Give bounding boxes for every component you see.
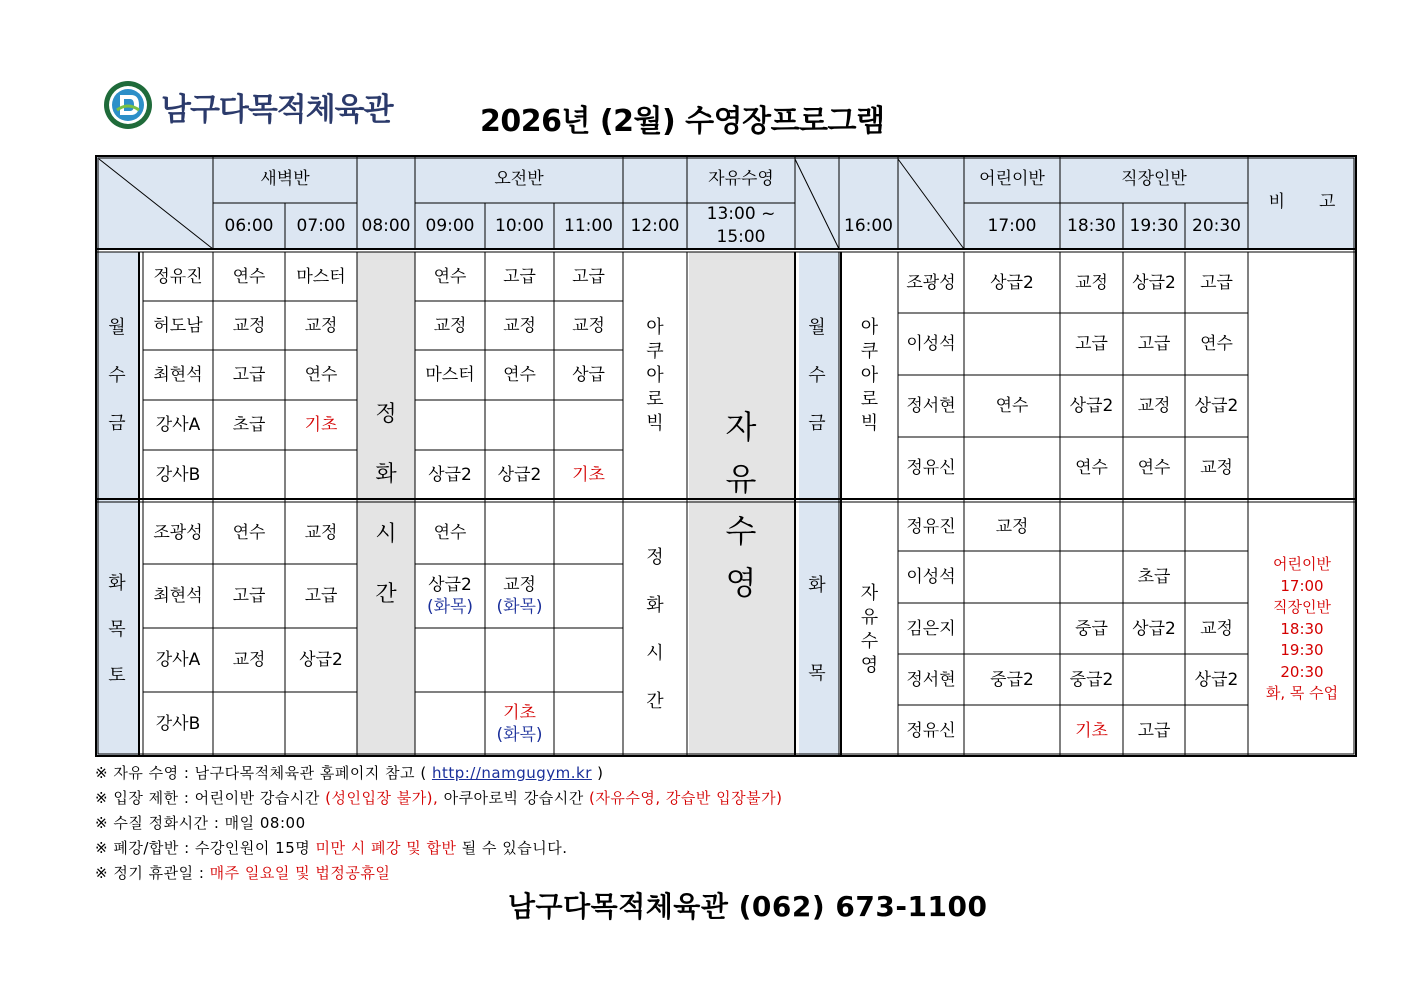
time-1830: 18:30 [1067,216,1116,236]
time-0800: 08:00 [361,216,411,236]
remark-line: 17:00 [1280,576,1324,595]
char: 영 [725,563,757,602]
page-title: 2026년 (2월) 수영장프로그램 [480,104,885,139]
homepage-link[interactable]: http://namgugym.kr [431,764,592,782]
time-1600: 16:00 [844,216,893,236]
class-cell: 상급2 [428,464,472,485]
char: 쿠 [646,340,664,362]
time-1000: 10:00 [495,216,544,236]
class-cell: 고급 [1200,272,1233,293]
char: 빅 [860,412,879,434]
free-swim-label-right [841,502,898,757]
day-mon: 월 [808,316,826,338]
time-1300: 13:00 ~ [706,204,776,224]
instructor-name: 정유진 [906,516,956,537]
note-free-swim [95,762,604,783]
instructor-name: 강사B [155,464,201,485]
class-cell: 상급2 [299,650,343,670]
class-cell: 연수 [433,523,467,543]
day-tue: 화 [808,574,826,596]
time-1700: 17:00 [987,216,1037,236]
class-cell: 교정 [232,650,266,670]
class-cell: 마스터 [425,365,475,385]
char: 로 [860,388,879,410]
class-cell: 교정 [433,315,467,336]
class-cell: 상급2 [1194,669,1239,690]
instructor-name: 이성석 [906,334,956,354]
day-mon: 월 [108,316,126,338]
note-text: ※ 정기 휴관일 : [95,864,210,882]
instructor-name: 정서현 [906,669,956,690]
time-1200: 12:00 [630,216,680,236]
class-cell: 상급2 [1069,396,1114,416]
class-cell: 상급 [572,365,605,385]
note-text: ※ 자유 수영 : 남구다목적체육관 홈페이지 참고 ( [95,764,432,782]
header-saebyeok: 새벽반 [260,169,310,189]
note-highlight: 매주 일요일 및 법정공휴일 [209,864,391,882]
class-days: (화목) [426,597,474,617]
class-cell: 초급 [1137,567,1171,587]
day-fri: 금 [108,412,126,434]
class-cell: 상급2 [1132,272,1176,293]
note-text: 될 수 있습니다. [456,839,568,857]
char: 자 [860,582,879,604]
char: 아 [860,364,879,386]
cleaning-label-noon [623,502,687,757]
class-cell: 고급 [304,586,338,606]
class-cell: 중급 [1075,618,1108,639]
char: 유 [860,606,879,628]
class-cell: 연수 [1075,458,1108,478]
note-text: ※ 폐강/합반 : 수강인원이 15명 [95,839,316,857]
note-text: ※ 입장 제한 : 어린이반 강습시간 [95,789,326,807]
char: 화 [375,461,397,487]
char: 아 [646,316,664,338]
day-thu: 목 [808,662,826,684]
class-level: 교정 [503,575,536,595]
class-days: (화목) [496,597,543,617]
char: 아 [860,316,879,338]
cleaning-time-label [357,252,415,757]
note-holiday [95,862,390,883]
class-cell: 중급2 [990,669,1034,690]
char: 유 [725,459,757,498]
note-entry-limit [95,787,782,808]
char: 정 [375,401,397,427]
class-cell: 연수 [232,523,266,543]
class-cell: 고급 [503,266,536,287]
instructor-name: 정서현 [906,396,956,416]
day-tue: 화 [108,572,126,594]
class-days: (화목) [496,725,543,745]
day-wed: 수 [108,364,126,386]
instructor-name: 최현석 [153,365,203,385]
instructor-name: 강사A [155,415,201,435]
instructor-name: 최현석 [153,586,203,606]
instructor-name: 정유진 [153,266,203,287]
class-cell: 연수 [503,365,536,385]
note-text: ) [591,764,604,782]
char: 자 [725,407,757,446]
char: 빅 [646,412,664,434]
remark-line: 어린이반 [1273,555,1331,574]
logo-text: 남구다목적체육관 [161,92,393,128]
class-cell: 고급 [232,586,266,606]
class-cell: 고급 [572,266,605,287]
class-cell: 연수 [1200,334,1233,354]
class-cell [415,564,485,628]
char: 시 [646,642,664,664]
class-cell: 교정 [1200,618,1233,639]
class-cell [485,564,554,628]
class-cell: 교정 [232,315,266,336]
logo [103,80,413,132]
time-0600: 06:00 [224,216,274,236]
char: 수 [725,511,757,550]
instructor-name: 조광성 [153,523,203,543]
class-cell: 연수 [304,365,338,385]
instructor-name: 김은지 [906,618,956,639]
header-jikjang: 직장인반 [1121,169,1187,189]
class-cell: 교정 [304,523,338,543]
remark-line: 20:30 [1280,662,1324,681]
instructor-name: 정유신 [906,458,956,478]
class-cell: 교정 [1075,272,1108,293]
aqua-label-left [623,252,687,499]
char: 영 [860,654,879,676]
class-cell: 기초 [572,464,605,485]
class-cell: 고급 [1137,720,1171,741]
left-mwf-day-label [95,252,139,499]
header-eorini: 어린이반 [979,169,1045,189]
class-cell: 교정 [1200,458,1233,478]
char: 쿠 [860,340,879,362]
remark-line: 화, 목 수업 [1265,684,1339,703]
class-cell: 고급 [232,365,266,385]
note-highlight: (성인입장 불가), [325,789,439,807]
class-cell: 연수 [232,266,266,287]
note-class-closure [95,837,568,858]
day-fri: 금 [808,412,826,434]
time-0900: 09:00 [425,216,475,236]
header-jayu: 자유수영 [708,169,774,189]
note-highlight: (자유수영, 강습반 입장불가) [589,789,783,807]
class-cell: 초급 [232,415,266,435]
char: 화 [646,594,664,616]
class-cell [485,692,554,756]
note-highlight: 미만 시 폐강 및 합반 [315,839,457,857]
class-cell: 마스터 [296,266,346,287]
remark-line: 직장인반 [1273,598,1331,617]
class-cell: 상급2 [1194,396,1239,416]
time-0700: 07:00 [296,216,346,236]
header-ojeon: 오전반 [494,169,544,189]
class-cell: 상급2 [497,464,542,485]
char: 간 [375,581,397,607]
day-thu: 목 [108,618,126,640]
remark-line: 19:30 [1280,641,1324,660]
class-cell: 교정 [304,315,338,336]
time-2030: 20:30 [1192,216,1241,236]
char: 아 [646,364,664,386]
instructor-name: 정유신 [906,720,956,741]
class-cell: 연수 [1137,458,1171,478]
note-cleaning: ※ 수질 정화시간 : 매일 08:00 [95,814,306,832]
class-cell: 교정 [995,516,1029,537]
class-cell: 교정 [1137,396,1171,416]
class-cell: 기초 [304,415,338,435]
aqua-label-right [841,252,898,499]
remark-cell [1248,502,1356,757]
day-sat: 토 [108,664,126,686]
char: 수 [860,630,879,652]
class-level: 기초 [503,703,536,723]
char: 시 [375,521,397,547]
note-text: 아쿠아로빅 강습시간 [438,789,590,807]
schedule-table [95,155,1357,757]
time-1300-1500 [687,203,795,249]
day-wed: 수 [808,364,826,386]
class-cell: 기초 [1075,720,1108,741]
instructor-name: 강사B [155,714,201,734]
class-cell: 고급 [1075,334,1108,354]
time-1500: 15:00 [716,227,766,247]
class-cell: 상급2 [990,272,1034,293]
free-swim-label [687,252,795,757]
footer-contact: 남구다목적체육관 (062) 673-1100 [508,890,988,923]
class-cell: 교정 [503,315,536,336]
time-1930: 19:30 [1129,216,1179,236]
instructor-name: 조광성 [906,272,956,293]
char: 로 [646,388,664,410]
right-tts-day-label [795,502,839,757]
remark-line: 18:30 [1280,619,1324,638]
instructor-name: 강사A [155,650,201,670]
class-cell: 고급 [1137,334,1171,354]
instructor-name: 이성석 [906,567,956,587]
class-cell: 교정 [572,315,605,336]
class-cell: 중급2 [1069,669,1114,690]
right-mwf-day-label [795,252,839,499]
left-tts-day-label [95,502,139,757]
char: 간 [646,690,664,712]
header-bigo: 비 고 [1268,192,1336,212]
instructor-name: 허도남 [153,315,203,336]
class-cell: 상급2 [1132,618,1176,639]
class-cell: 연수 [995,396,1029,416]
char: 정 [646,546,664,568]
time-1100: 11:00 [564,216,613,236]
logo-emblem-icon [103,80,153,130]
class-cell: 연수 [433,266,467,287]
class-level: 상급2 [428,575,472,595]
